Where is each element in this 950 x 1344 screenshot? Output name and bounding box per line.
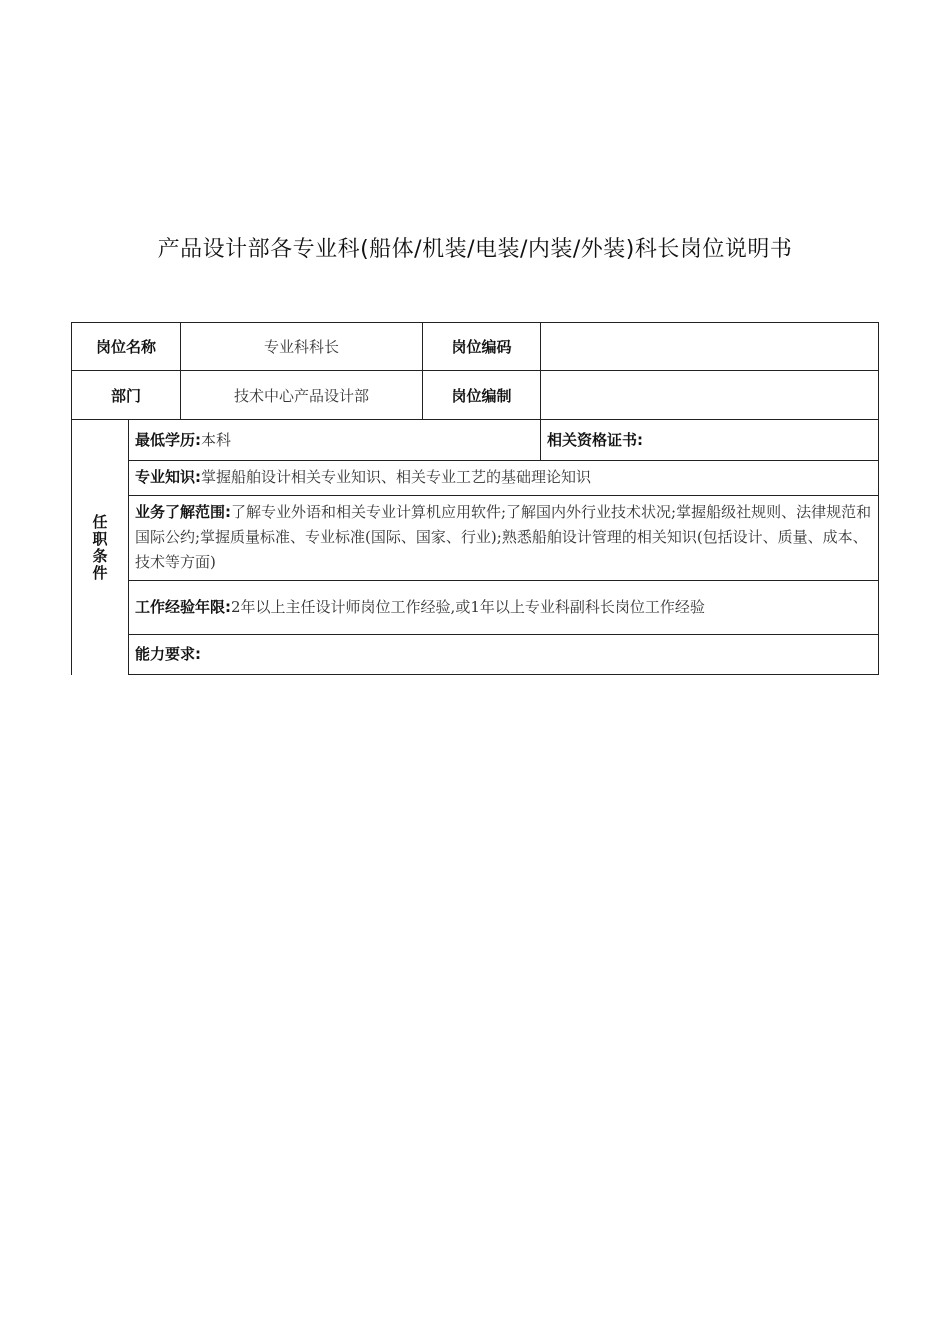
- headcount-label: 岗位编制: [451, 386, 512, 405]
- section-char: 条: [92, 547, 108, 565]
- knowledge-label: 专业知识:: [135, 468, 201, 486]
- experience-row: [129, 595, 878, 620]
- position-name-value: 专业科科长: [263, 338, 339, 356]
- department-label: 部门: [110, 386, 141, 405]
- education-row: [129, 428, 540, 453]
- position-name-label: 岗位名称: [95, 338, 156, 356]
- certificate-label: 相关资格证书:: [547, 431, 643, 449]
- position-code-value: [541, 323, 878, 370]
- department-value: 技术中心产品设计部: [233, 386, 369, 405]
- document-title: 产品设计部各专业科(船体/机装/电装/内装/外装)科长岗位说明书: [157, 237, 793, 262]
- ability-row: [129, 642, 878, 667]
- section-char: 职: [92, 530, 108, 548]
- scope-value: 了解专业外语和相关专业计算机应用软件;了解国内外行业技术状况;掌握船级社规则、法律规范和国际公约;掌握质量标准、专业标准(国际、国家、行业);熟悉船舶设计管理的相关知识(包括设计、质量、成本、技术等方面): [135, 503, 872, 571]
- scope-label: 业务了解范围:: [135, 503, 231, 521]
- knowledge-row: [129, 465, 878, 490]
- ability-label: 能力要求:: [135, 645, 201, 663]
- position-code-label: 岗位编码: [451, 338, 512, 356]
- certificate-row: [541, 428, 878, 453]
- section-char: 件: [92, 564, 108, 582]
- knowledge-value: 掌握船舶设计相关专业知识、相关专业工艺的基础理论知识: [201, 468, 592, 486]
- headcount-value: [541, 371, 878, 419]
- education-value: 本科: [201, 431, 232, 449]
- scope-row: [129, 500, 878, 575]
- section-char: 任: [92, 513, 108, 531]
- qualifications-section-label: [72, 510, 128, 586]
- experience-value: 2年以上主任设计师岗位工作经验,或1年以上专业科副科长岗位工作经验: [231, 598, 705, 616]
- education-label: 最低学历:: [135, 431, 201, 449]
- experience-label: 工作经验年限:: [135, 598, 231, 616]
